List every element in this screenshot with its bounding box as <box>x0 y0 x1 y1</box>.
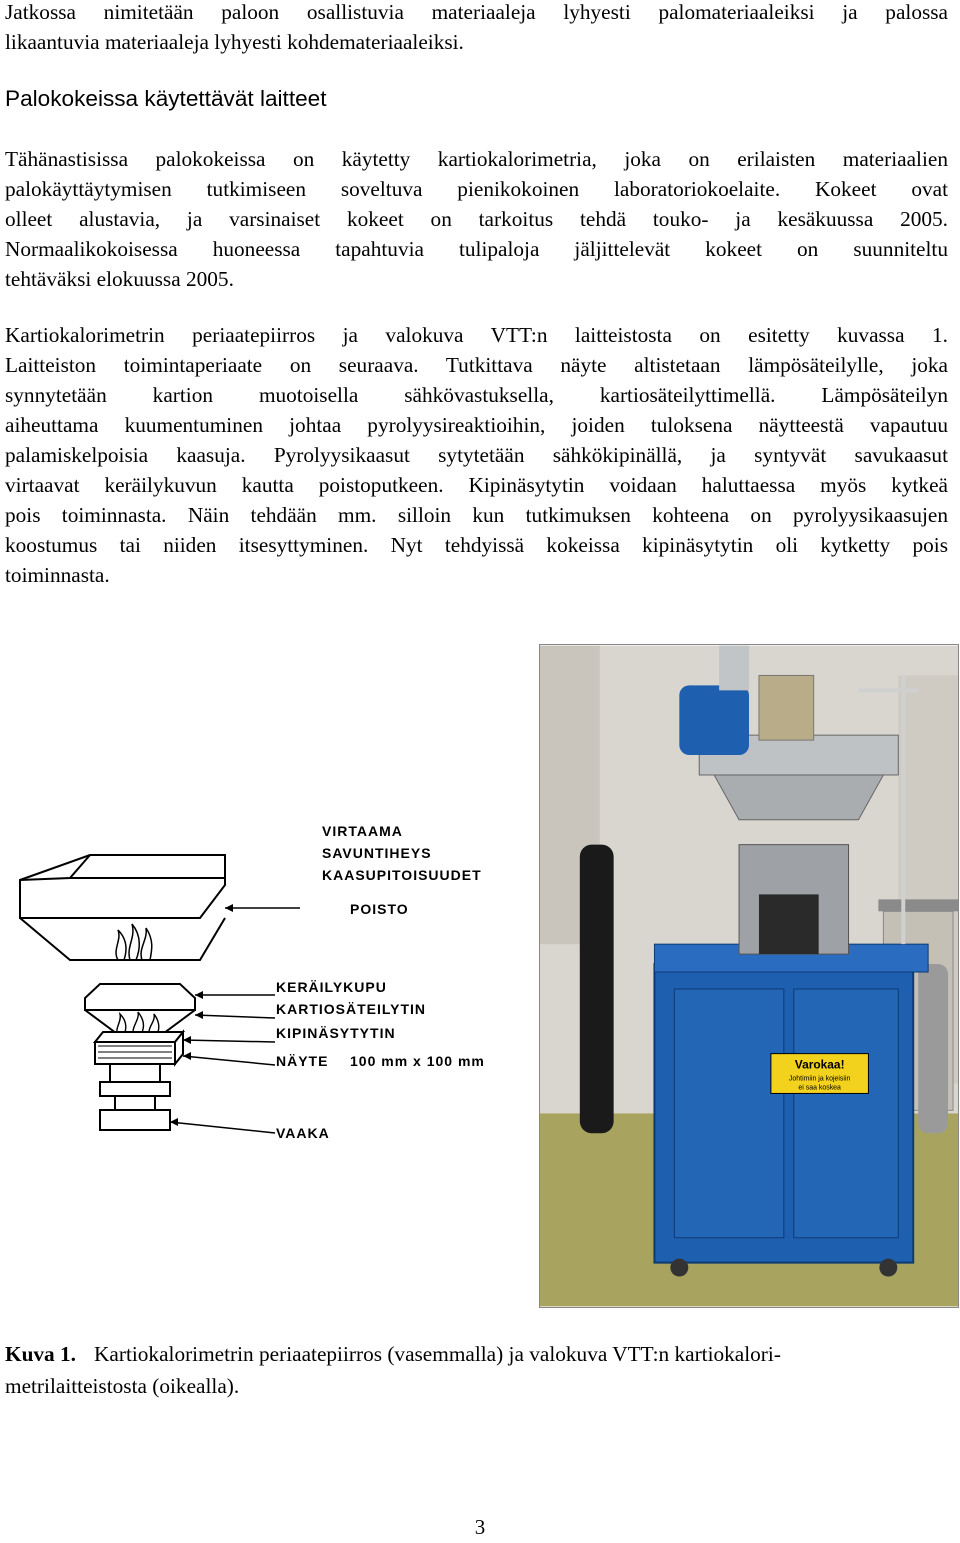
intro-paragraph <box>5 0 948 57</box>
label-sample-size: 100 mm x 100 mm <box>350 1053 485 1069</box>
gas-cylinder <box>580 845 614 1134</box>
exhaust-duct <box>759 675 814 740</box>
principle-line: koostumus tai niiden itsesyttyminen. Nyt tehdyissä kokeissa kipinäsytytin oli kytketty pois <box>5 533 948 557</box>
gas-cylinder <box>918 964 948 1133</box>
principle-line: Laitteiston toimintaperiaate on seuraava. Tutkittava näyte altistetaan lämpösäteilylle, joka <box>5 353 948 377</box>
warning-sign-line2: ei saa koskea <box>798 1084 841 1092</box>
cone-heater-shape <box>85 984 195 1036</box>
label-smoke-density: SAVUNTIHEYS <box>322 845 432 861</box>
leader-lines <box>170 908 300 1133</box>
collection-funnel-outline <box>20 918 225 960</box>
label-sample: NÄYTE <box>276 1053 329 1069</box>
caption-label: Kuva 1. <box>5 1342 77 1366</box>
history-line: tehtäväksi elokuussa 2005. <box>5 267 234 291</box>
warning-sign-line1: Johtimiin ja kojeisiin <box>788 1075 851 1083</box>
intro-line: Jatkossa nimitetään paloon osallistuvia materiaaleja lyhyesti palomateriaaleiksi ja palossa <box>5 0 948 24</box>
history-line: Tähänastisissa palokokeissa on käytetty kartiokalorimetria, joka on erilaisten materiaalien <box>5 147 948 171</box>
principle-line: aiheuttama kuumentuminen johtaa pyrolyysireaktioihin, joiden tuloksena näytteestä vapautuu <box>5 413 948 437</box>
scale-stand <box>100 1064 170 1130</box>
principle-paragraph <box>5 320 948 590</box>
flame-icon <box>116 924 152 960</box>
warning-sign-title: Varokaa! <box>794 1057 845 1072</box>
caption-text: Kartiokalorimetrin periaatepiirros (vasemmalla) ja valokuva VTT:n kartiokalori- <box>94 1342 781 1366</box>
principle-line: pois toiminnasta. Näin tehdään mm. silloin kun tutkimuksen kohteena on pyrolyysikaasujen <box>5 503 948 527</box>
history-line: Normaalikokoisessa huoneessa tapahtuvia tulipaloja jäljittelevät kokeet on suunniteltu <box>5 237 948 261</box>
principle-line: virtaavat keräilykuvun kautta poistoputkeen. Kipinäsytytin voidaan haluttaessa myös kytkeä <box>5 473 948 497</box>
label-spark-igniter: KIPINÄSYTYTIN <box>276 1025 396 1041</box>
principle-line: Kartiokalorimetrin periaatepiirros ja valokuva VTT:n laitteistosta on esitetty kuvassa 1. <box>5 323 948 347</box>
exhaust-fan <box>679 685 749 755</box>
principle-line: toiminnasta. <box>5 563 110 587</box>
figure-caption <box>5 1338 948 1402</box>
principle-line: palamiskelpoisia kaasuja. Pyrolyysikaasut sytytetään sähkökipinällä, ja syntyvät savukaasut <box>5 443 948 467</box>
label-exhaust: POISTO <box>350 901 409 917</box>
history-line: palokäyttäytymisen tutkimiseen soveltuva pienikokoinen laboratoriokoelaite. Kokeet ovat <box>5 177 948 201</box>
label-flow: VIRTAAMA <box>322 823 403 839</box>
principle-line: synnytetään kartion muotoisella sähkövastuksella, kartiosäteilyttimellä. Lämpösäteilyn <box>5 383 948 407</box>
exhaust-hood-outline <box>20 855 225 918</box>
label-gas-concentrations: KAASUPITOISUUDET <box>322 867 482 883</box>
section-heading: Palokokeissa käytettävät laitteet <box>5 86 327 111</box>
history-paragraph <box>5 144 948 294</box>
sample-block <box>95 1032 183 1064</box>
label-hood: KERÄILYKUPU <box>276 979 387 995</box>
intro-line: likaantuvia materiaaleja lyhyesti kohdemateriaaleiksi. <box>5 30 464 54</box>
label-scale: VAAKA <box>276 1125 330 1141</box>
label-cone-heater: KARTIOSÄTEILYTIN <box>276 1001 427 1017</box>
arrowheads <box>170 904 233 1126</box>
cone-calorimeter-diagram <box>0 800 530 1160</box>
history-line: olleet alustavia, ja varsinaiset kokeet on tarkoitus tehdä touko- ja kesäkuussa 2005. <box>5 207 948 231</box>
wheel <box>879 1259 897 1277</box>
wheel <box>670 1259 688 1277</box>
cone-calorimeter-photo <box>539 644 959 1308</box>
caption-text: metrilaitteistosta (oikealla). <box>5 1374 240 1398</box>
page-number: 3 <box>474 1515 486 1539</box>
